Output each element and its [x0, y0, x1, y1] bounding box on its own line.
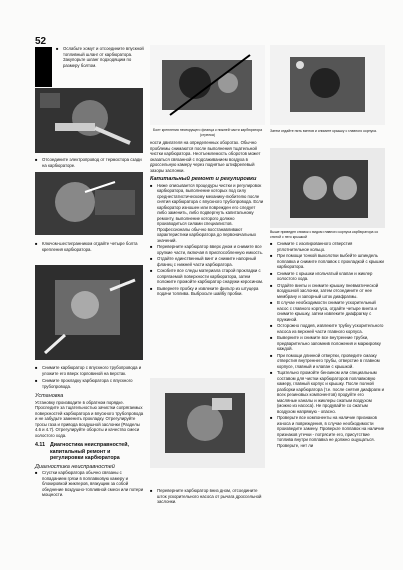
photo-fuel-hose — [35, 88, 143, 153]
col3-body: Выше приведен снимок с видом главного корпуса карбюратора со снятой с него крышкой ■ Снимите с изолированного отверстия уплотнительное кольцо. ■ При помощи тонкой выколотки выбейте шпиндель поплавка и снимите поплавок с прокладкой с крышки карбюратора. ■ Снимите с крышки игольчатый клапан и жиклер холостого хода. ■ Отдайте винты и снимите крышку пневматической воздушной заслонки, затем отсоедините от нее мембрану и запорный шток диафрагмы. ■ В случае необходимости снимите ускорительный насос с главного корпуса, отдайте четыре винта и снимите крышку, затем извлеките диафрагму с пружиной. ■ Осторожно поддев, извлеките трубку ускорительного насоса из верхней части главного корпуса. ■ Выверните и снимите все внутренние трубки, предварительно запомнив положения и маркировку каждой. ■ При помощи длинной отвертки, проведите смазку отверстия внутреннего трубы, отверстие в главном корпусе, главный и клапан с крышкой. ■ Тщательно промойте бензином или специальным составом для чистки карбюраторов поплавковую камеру, главный корпус и крышку. После полной разборки карбюратора (т.е. после снятия диафрагм и всех резиновых компонентов) продуйте его масляные каналы и жиклеры сжатым воздухом (можно из насоса). Не продувайте со сжатым воздухом напрямую - опасно. ■ Проверьте все компоненты на наличие признаков износа и повреждения, в случае необходимости произведите замену. Проверьте поплавок на наличие признаков утечки - потрясите его, присутствие топлива внутри поплавка не должно ощущаться. Проверьте, нет ли — [270, 230, 385, 449]
section-heading: 4.11 Диагностика неисправностей, капитальный ремонт и регулировки карбюратора — [35, 442, 129, 461]
col1-item3: ■ Ключом-шестигранником отдайте четыре болта крепления карбюратора. — [35, 241, 145, 253]
subheading-repair: Капитальный ремонт и регулировки — [150, 176, 257, 182]
photo-main-body — [270, 148, 385, 228]
col1-item1: ■ Ослабьте хомут и отсоедините впускной топливный шланг от карбюратора. Закупорьте шланг подходящим по размеру болтом. — [56, 46, 144, 69]
photo-cover-screws — [270, 45, 385, 125]
col2-caption: Болт крепления несекрущего фланца к нижней части карбюратора (стрелка) — [152, 128, 263, 137]
photo-carb-disassembly — [150, 378, 265, 468]
photo-carburettor-bolts — [35, 265, 143, 360]
subheading-install: Установка — [35, 393, 64, 399]
subheading-diagnostics: Диагностика неисправностей — [35, 463, 115, 470]
col1-body: ■ Снимите карбюратор с впускного трубопровода и уложите его вверх горловиной на верстак. ■ Снимите прокладку карбюратора с впускного трубопровода. Установка Установку производите в обратном порядке. Проследите за тщательностью зачистки сопрягаемых поверхностей карбюратора и впускного трубопровода и не забудьте заменить прокладку. Отрегулируйте тросы газа и привода воздушной заслонки (Разделы 4.6 и 4.7). Отрегулируйте обороты и качество смеси холостого хода. 4.11 Диагностика неисправностей, капитальный ремонт и регулировки карбюратора Диагностика неисправностей ■ Сгустки карбюратора обычно связаны с попаданием грязи в поплавковую камеру и блокировкой жиклеров, вязкущим за собой обеднение воздушно-топливной смеси или потери мощности. — [35, 365, 145, 499]
col2-body: ности двигателя на определенных оборотах. Обычно проблемы снимаются после выполнения тщательной чистки карбюратора. Неотъемлемость оборотов может оказаться связанной с подсаживанием воздуха в дроссельную камеру через поднятые штифрелевый зазоры заслонки. Капитальный ремонт и регулировки ■ Ниже описывается процедуры чистки и регулировок карбюратора, выполнение которых под силу среднестатистическому механику-любителю после снятия карбюратора с впускного трубопровода. Если карбюратор изношен или поврежден его следует либо заменить, либо подвергнуть капитальному ремонту, выполнение которого должно производиться силами специалистов. Профессионалы обычно восстанавливают характеристики карбюратора до первоначальных значений. ■ Переверните карбюратор вверх дном и снимите все хрупкие части, включая в приспособленную емкость. ■ Отдайте единственный винт и снимите напорный фланец с нижней части карбюратора. ■ Сокобите все следы материала старой прокладки с сопрягаемой поверхности карбюратора, затем положите промойте карбюратор снаружи керосином. ■ Вывернете пробку и извлеките фильтр из штуцера подачи топлива. Выбросьте шайбу пробки. — [150, 140, 265, 298]
photo-thermistor-wire — [35, 172, 143, 235]
page-number: 52 — [35, 36, 47, 47]
install-text: Установку производите в обратном порядке. Проследите за тщательностью зачистки сопрягаемых поверхностей карбюратора и впускного трубопровода и не забудьте заменить прокладку. Отрегулируйте тросы газа и привода воздушной заслонки (Разделы 4.6 и 4.7). Отрегулируйте обороты и качество смеси холостого хода. — [35, 399, 144, 438]
photo-strip — [35, 47, 52, 87]
col2-item6: ■ Переверните карбюратор вниз дном, отсоедините шток ускорительного насоса от рычага дроссельной заслонки. — [150, 488, 265, 506]
photo-flange-bolt — [150, 45, 265, 125]
col1-item2: ■ Отсоедините электропровод от термостора сзади на карбюраторе. — [35, 157, 145, 169]
col3-caption1: Затем отдайте пять винтов и снимите крышку с главного корпуса. — [270, 129, 377, 133]
